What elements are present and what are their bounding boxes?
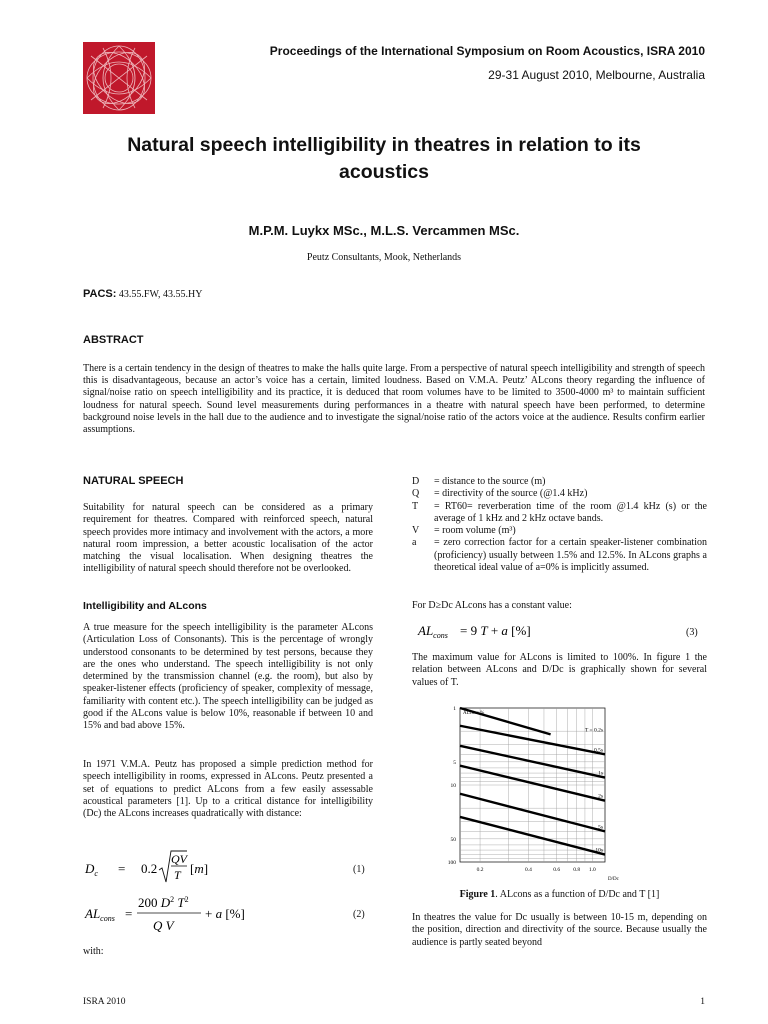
- max-value-paragraph: The maximum value for ALcons is limited to 100%. In figure 1 the relation between ALcons and D/Dc is graphically shown for several values of T.: [412, 652, 707, 688]
- variable-row: [412, 525, 707, 537]
- variable-symbol: V: [412, 525, 420, 537]
- equation-3: [412, 618, 707, 644]
- y-tick-label: 5: [453, 759, 456, 766]
- variable-symbol: Q: [412, 488, 420, 500]
- x-axis-label: D/Dc: [608, 877, 619, 882]
- svg-text:ALcons: $AL_{cons}$: [85, 906, 115, 923]
- figure-caption-label: Figure 1: [459, 889, 496, 900]
- svg-text:= 9 T + a [%]: = 9 T + a [%]: [460, 623, 531, 638]
- x-tick-label: 0.8: [573, 867, 581, 873]
- equation-3-number: (3): [686, 627, 698, 638]
- natural-speech-paragraph: Suitability for natural speech can be considered as a primary requirement for theatres. Compared with reinforced speech, natural speech provides more intimacy and involvement with the actors, a more natural room impression, a better acoustic localisation of the actor matching the visual localisation. When designing theatres the intelligibility of natural speech should therefore not be overlooked.: [83, 502, 373, 575]
- pacs-line: [83, 288, 202, 300]
- svg-text:[m]: [m]: [190, 861, 209, 876]
- series-line: [460, 794, 605, 832]
- author-affiliation: Peutz Consultants, Mook, Netherlands: [306, 252, 462, 263]
- series-label: 2s: [598, 793, 603, 800]
- x-tick-label: 1.0: [588, 867, 596, 873]
- proceedings-title: Proceedings of the International Symposium on Room Acoustics, ISRA 2010: [269, 44, 705, 58]
- abstract-text: [83, 363, 705, 436]
- isra-logo-icon: [83, 42, 155, 114]
- x-tick-label: 0.4: [524, 867, 532, 873]
- y-tick-label: 10: [450, 783, 456, 789]
- x-tick-label: 0.6: [553, 867, 561, 873]
- with-label: with:: [83, 946, 104, 957]
- series-label: 5s: [598, 824, 603, 831]
- variable-description: = zero correction factor for a certain speaker-listener combination (proficiency) usually between 1.5% and 12.5%. In ALcons graphs a theoretical ideal value of a=0% is implicitly assumed.: [434, 537, 707, 574]
- paper-authors: M.P.M. Luykx MSc., M.L.S. Vercammen MSc.: [248, 223, 520, 238]
- series-line: [460, 817, 605, 855]
- svg-text:QV: QV: [171, 852, 187, 866]
- equation-2-number: (2): [353, 909, 365, 920]
- svg-text:T: T: [174, 868, 181, 882]
- figure-caption-text: . ALcons as a function of D/Dc and T [1]: [495, 889, 660, 900]
- svg-text:+ a [%]: + a [%]: [205, 906, 245, 921]
- y-axis-label: ALcons %: [463, 711, 485, 716]
- svg-text:=: =: [118, 861, 126, 876]
- variable-symbol: T: [412, 500, 419, 512]
- svg-text:=: =: [125, 906, 133, 921]
- variable-description: = room volume (m³): [434, 525, 516, 537]
- svg-text:200 D2 T2: 200 $D^2$ $T^2$: [138, 895, 189, 910]
- conference-date-location: 29-31 August 2010, Melbourne, Australia: [488, 68, 705, 82]
- natural-speech-heading: NATURAL SPEECH: [83, 475, 184, 487]
- equation-1: [83, 848, 373, 888]
- variable-symbol: D: [412, 476, 420, 487]
- svg-text:ALcons: $AL_{cons}$: [418, 623, 448, 640]
- abstract-heading: ABSTRACT: [83, 334, 144, 346]
- paper-title: Natural speech intelligibility in theatres in relation to its acoustics: [127, 134, 641, 183]
- intelligibility-heading: Intelligibility and ALcons: [83, 600, 207, 612]
- variable-row: [412, 476, 707, 488]
- intelligibility-text-2: [83, 759, 373, 820]
- intelligibility-text-1: [83, 622, 373, 733]
- series-label: T = 0.2s: [584, 727, 603, 734]
- variable-description: = RT60= reverberation time of the room @1.4 kHz (s) or the average of 1 kHz and 2 kHz octave bands.: [434, 500, 707, 524]
- series-label: 1s: [598, 770, 603, 777]
- variable-list: [412, 476, 707, 574]
- svg-text:Q V: Q V: [153, 918, 174, 933]
- constant-value-text: [412, 600, 707, 612]
- equation-2: [83, 893, 373, 935]
- x-tick-label: 0.2: [476, 867, 484, 873]
- y-tick-label: 100: [447, 860, 456, 866]
- constant-value-paragraph: For D≥Dc ALcons has a constant value:: [412, 600, 572, 611]
- variable-description: = distance to the source (m): [434, 476, 546, 487]
- pacs-value: 43.55.FW, 43.55.HY: [116, 289, 203, 300]
- natural-speech-text: [83, 502, 373, 576]
- variable-row: [412, 537, 707, 574]
- series-label: 10s: [595, 847, 603, 854]
- abstract-paragraph: There is a certain tendency in the design of theatres to make the halls quite large. From a perspective of natural speech intelligibility and strength of speech this is disadvantageous, because an actor’s voice has a certain, limited loudness. Based on V.M.A. Peutz’ ALcons theory regarding the influence of signal/noise ratio on speech intelligibility and its practice, it is deduced that room volumes have to be limited to 3500-4000 m³ to maintain sufficient loudness for natural speech. Sound level measurements during performances in a theatre with natural speech have been performed, to determine background noise levels in the hall due to the audience and to investigate the signal/noise ratio of the actors voice at the audience. Results confirm earlier assumptions.: [83, 363, 705, 436]
- y-tick-label: 50: [450, 836, 456, 843]
- dc-paragraph: In theatres the value for Dc usually is between 10-15 m, depending on the position, direction and directivity of the source. Because usually the audience is partly seated beyond: [412, 912, 707, 948]
- dc-text: [412, 912, 707, 949]
- series-line: [460, 766, 605, 801]
- svg-text:Dc: $D_c$: [85, 861, 98, 878]
- page-number: 1: [700, 997, 705, 1007]
- equation-1-number: (1): [353, 864, 365, 875]
- variable-description: = directivity of the source (@1.4 kHz): [434, 488, 588, 500]
- svg-text:0.2: 0.2: [141, 861, 158, 876]
- series-label: 0.5s: [593, 747, 603, 754]
- alcons-chart: [430, 700, 710, 890]
- figure-1-chart: [430, 700, 710, 890]
- footer-left: ISRA 2010: [83, 997, 126, 1007]
- intelligibility-paragraph-2: In 1971 V.M.A. Peutz has proposed a simple prediction method for speech intelligibility in rooms, expressed in ALcons. Peutz presented a set of equations to predict ALcons from a few easily assessable acoustical parameters [1]. Up to a critical distance for intelligibility (Dc) the ALcons increases quadratically with distance:: [83, 759, 373, 820]
- variable-row: [412, 501, 707, 526]
- max-value-text: [412, 652, 707, 689]
- y-tick-label: 1: [453, 706, 456, 712]
- variable-row: [412, 488, 707, 500]
- intelligibility-paragraph-1: A true measure for the speech intelligibility is the parameter ALcons (Articulation Loss of Consonants). This is the percentage of wrongly understood consonants to be determined by test persons, because they are the ones who understand. The speech intelligibility is not only determined by the transmission channel (e.g. the room), but also by speaker-listener effects (proficiency of speaker, complexity of message, familiarity with content etc.). The speech intelligibility can be judged as good if the ALcons value is below 10%, reasonable if between 10 and 15% and bad above 15%.: [83, 622, 373, 732]
- figure-1-caption: [412, 889, 707, 900]
- pacs-label: PACS:: [83, 288, 117, 300]
- variable-symbol: a: [412, 537, 417, 549]
